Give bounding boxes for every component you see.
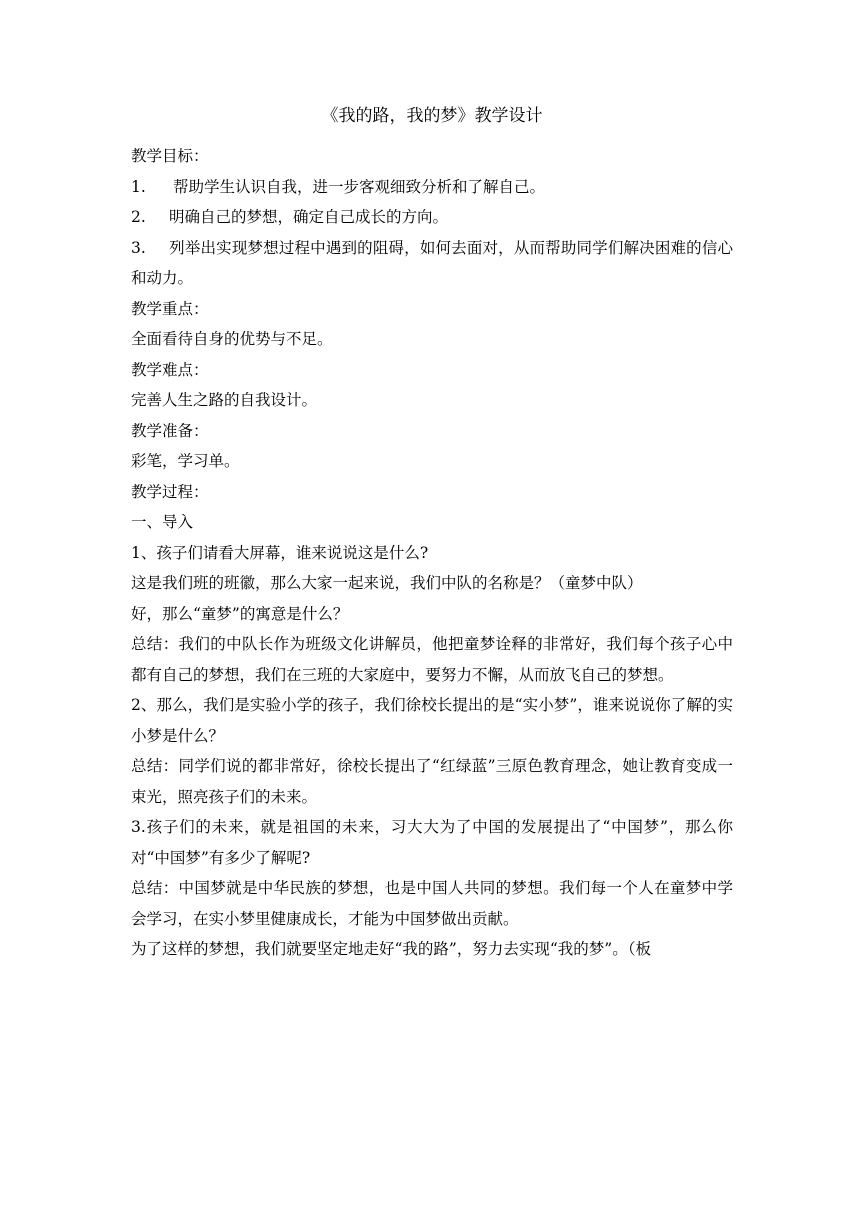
goal-text: 明确自己的梦想，确定自己成长的方向。: [169, 208, 449, 226]
goal-text: 列举出实现梦想过程中遇到的阻碍，如何去面对，从而帮助同学们解决困难的信心和动力。: [131, 238, 733, 287]
paragraph: 为了这样的梦想，我们就要坚定地走好“我的路”，努力去实现“我的梦”。（板: [131, 940, 651, 958]
goal-item-2: [131, 202, 733, 233]
paragraph: 好，那么“童梦”的寓意是什么？: [131, 604, 349, 623]
paragraph: 总结：我们的中队长作为班级文化讲解员，他把童梦诠释的非常好，我们每个孩子心中都有自己的梦想，我们在三班的大家庭中，要努力不懈，从而放飞自己的梦想。: [131, 635, 733, 684]
paragraph: 总结：同学们说的都非常好，徐校长提出了“红绿蓝”三原色教育理念，她让教育变成一束光，照亮孩子们的未来。: [131, 757, 733, 806]
document-title: 《我的路，我的梦》教学设计: [321, 106, 543, 126]
paragraph: 这是我们班的班徽，那么大家一起来说，我们中队的名称是？（童梦中队）: [131, 574, 643, 592]
goal-item-1: [131, 172, 733, 203]
difficulty-text: 完善人生之路的自我设计。: [131, 391, 318, 409]
section-heading-1: 一、导入: [131, 513, 194, 531]
goal-number: 1.: [131, 177, 146, 196]
paragraph: 3.孩子们的未来，就是祖国的未来，习大大为了中国的发展提出了“中国梦”，那么你对“中国梦”有多少了解呢?: [131, 818, 733, 867]
goal-text: 帮助学生认识自我，进一步客观细致分析和了解自己。: [173, 177, 546, 196]
key-text: 全面看待自身的优势与不足。: [131, 330, 333, 348]
paragraph: 总结：中国梦就是中华民族的梦想，也是中国人共同的梦想。我们每一个人在童梦中学会学习，在实小梦里健康成长，才能为中国梦做出贡献。: [131, 879, 733, 928]
goal-number: 3.: [131, 238, 146, 257]
goals-heading: 教学目标：: [131, 147, 209, 165]
document-page: [131, 104, 733, 965]
goal-item-3: [131, 233, 733, 294]
process-heading: 教学过程：: [131, 482, 209, 501]
prep-heading: 教学准备：: [131, 421, 209, 440]
key-heading: 教学重点：: [131, 299, 209, 318]
paragraph: 2、那么，我们是实验小学的孩子，我们徐校长提出的是“实小梦”，谁来说说你了解的实小梦是什么？: [131, 696, 733, 745]
difficulty-heading: 教学难点：: [131, 360, 209, 379]
goal-number: 2.: [131, 208, 146, 226]
prep-text: 彩笔，学习单。: [131, 452, 240, 470]
paragraph: 1、孩子们请看大屏幕，谁来说说这是什么?: [131, 543, 429, 562]
